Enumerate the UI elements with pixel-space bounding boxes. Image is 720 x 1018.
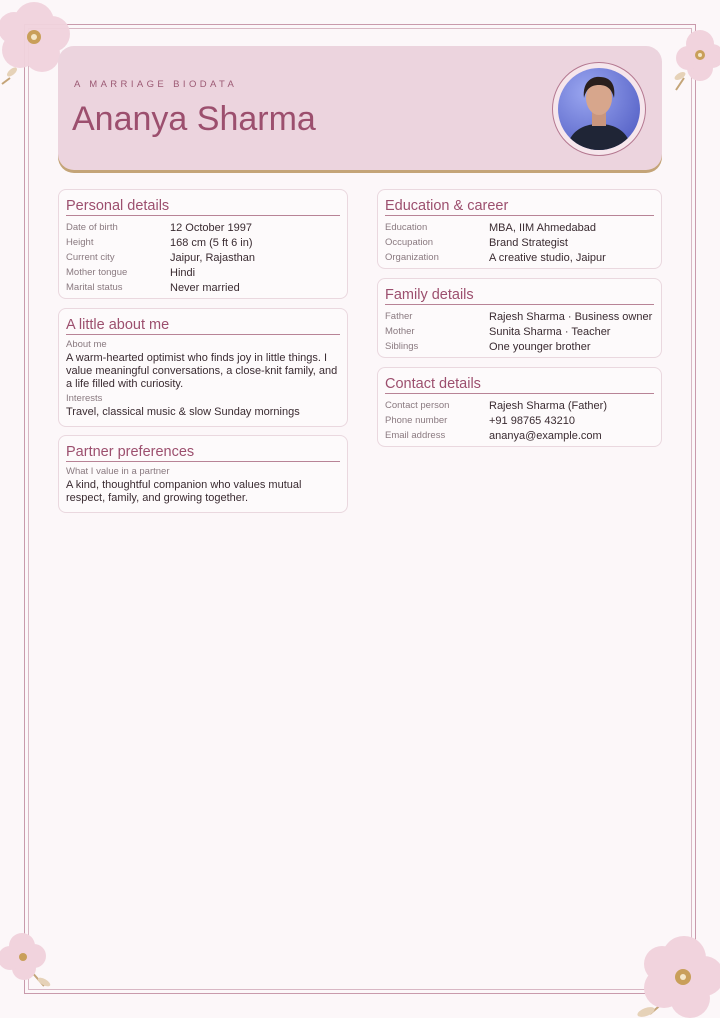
partner-text: A kind, thoughtful companion who values mutual respect, family, and growing together. xyxy=(66,479,302,504)
organization-value: A creative studio, Jaipur xyxy=(489,251,606,264)
education-label: Education xyxy=(385,222,428,233)
detail-row xyxy=(385,309,654,324)
education-career-title: Education & career xyxy=(385,198,654,216)
phone-value: +91 98765 43210 xyxy=(489,414,575,427)
mother-tongue-label: Mother tongue xyxy=(66,267,128,278)
flower-bottom-right-decoration xyxy=(630,936,720,1018)
detail-row xyxy=(385,250,654,265)
detail-row xyxy=(66,250,340,265)
email-value: ananya@example.com xyxy=(489,429,602,442)
detail-row xyxy=(66,265,340,280)
siblings-label: Siblings xyxy=(385,341,419,352)
family-details-card xyxy=(377,278,662,358)
biodata-header xyxy=(58,46,662,170)
dob-value: 12 October 1997 xyxy=(170,221,252,234)
interests-label: Interests xyxy=(66,393,103,404)
height-value: 168 cm (5 ft 6 in) xyxy=(170,236,253,249)
detail-row xyxy=(66,220,340,235)
father-value: Rajesh Sharma · Business owner xyxy=(489,310,653,323)
detail-row xyxy=(385,428,654,443)
city-label: Current city xyxy=(66,252,115,263)
detail-row xyxy=(385,220,654,235)
partner-preferences-title: Partner preferences xyxy=(66,444,340,462)
mother-value: Sunita Sharma · Teacher xyxy=(489,325,611,338)
contact-details-title: Contact details xyxy=(385,376,654,394)
education-value: MBA, IIM Ahmedabad xyxy=(489,221,596,234)
about-me-label: About me xyxy=(66,339,107,350)
father-label: Father xyxy=(385,311,413,322)
city-value: Jaipur, Rajasthan xyxy=(170,251,255,264)
detail-row xyxy=(385,324,654,339)
detail-row xyxy=(385,413,654,428)
organization-label: Organization xyxy=(385,252,439,263)
family-details-title: Family details xyxy=(385,287,654,305)
detail-row xyxy=(385,235,654,250)
dob-label: Date of birth xyxy=(66,222,118,233)
flower-bottom-left-decoration xyxy=(0,930,60,1000)
about-me-card xyxy=(58,308,348,427)
siblings-value: One younger brother xyxy=(489,340,591,353)
profile-name: Ananya Sharma xyxy=(72,100,316,138)
profile-photo-frame xyxy=(552,62,646,156)
flower-top-right-decoration xyxy=(670,28,720,98)
about-me-text: A warm-hearted optimist who finds joy in little things. I value meaningful conversations, a close-knit family, and a life filled with curiosity. xyxy=(66,352,338,390)
height-label: Height xyxy=(66,237,94,248)
profile-photo xyxy=(558,68,640,150)
occupation-value: Brand Strategist xyxy=(489,236,568,249)
header-eyebrow: A MARRIAGE BIODATA xyxy=(74,79,238,90)
occupation-label: Occupation xyxy=(385,237,434,248)
detail-row xyxy=(385,398,654,413)
interests-text: Travel, classical music & slow Sunday mornings xyxy=(66,406,300,418)
contact-person-value: Rajesh Sharma (Father) xyxy=(489,399,607,412)
education-career-card xyxy=(377,189,662,269)
detail-row xyxy=(66,235,340,250)
phone-label: Phone number xyxy=(385,415,448,426)
detail-row xyxy=(385,339,654,354)
contact-details-card xyxy=(377,367,662,447)
contact-person-label: Contact person xyxy=(385,400,450,411)
partner-label: What I value in a partner xyxy=(66,466,170,477)
partner-preferences-card xyxy=(58,435,348,513)
mother-label: Mother xyxy=(385,326,415,337)
marital-status-value: Never married xyxy=(170,281,240,294)
personal-details-card xyxy=(58,189,348,299)
email-label: Email address xyxy=(385,430,446,441)
detail-row xyxy=(66,280,340,295)
marital-status-label: Marital status xyxy=(66,282,123,293)
about-me-title: A little about me xyxy=(66,317,340,335)
mother-tongue-value: Hindi xyxy=(170,266,196,279)
personal-details-title: Personal details xyxy=(66,198,340,216)
